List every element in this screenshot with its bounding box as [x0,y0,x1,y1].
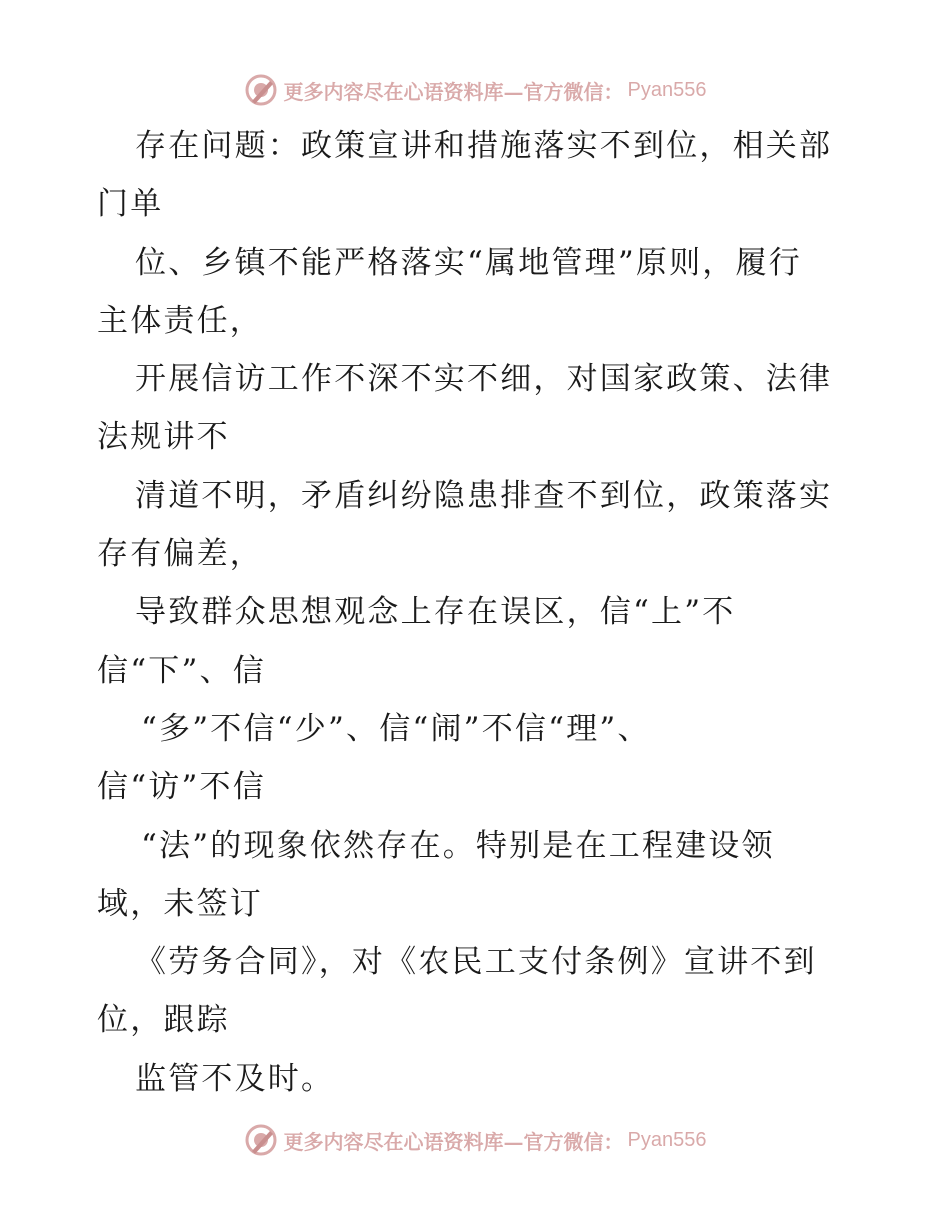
body-line: 位、乡镇不能严格落实“属地管理”原则，履行 [135,244,802,281]
body-line: 法规讲不 [97,419,230,456]
pen-seal-icon [244,1123,278,1157]
body-line: 域，未签订 [97,885,263,922]
body-line: “法”的现象依然存在。特别是在工程建设领 [141,827,775,864]
body-line: 信“下”、信 [97,652,266,689]
body-line: 存在问题：政策宣讲和措施落实不到位，相关部 [135,128,833,164]
pen-seal-icon [244,73,278,107]
body-line: 信“访”不信 [97,769,266,806]
body-line: “多”不信“少”、信“闹”不信“理”、 [141,710,651,747]
watermark-text: 更多内容尽在心语资料库—官方微信： [283,1129,624,1154]
body-line: 主体责任， [97,302,263,339]
body-line: 位，跟踪 [97,1002,230,1039]
watermark-wechat-id: Pyan556 [627,78,707,101]
body-line: 导致群众思想观念上存在误区，信“上”不 [135,594,736,631]
watermark-banner-top [0,70,950,110]
body-line: 开展信访工作不深不实不细，对国家政策、法律 [135,361,833,398]
body-line: 监管不及时。 [135,1060,335,1097]
body-line: 存有偏差， [97,536,263,573]
watermark-text: 更多内容尽在心语资料库—官方微信： [283,79,624,104]
watermark-banner-bottom [0,1120,950,1160]
body-line: 《劳务合同》，对《农民工支付条例》宣讲不到 [135,944,817,981]
watermark-wechat-id: Pyan556 [627,1128,707,1151]
document-body [97,117,857,1108]
body-line: 清道不明，矛盾纠纷隐患排查不到位，政策落实 [135,477,833,514]
body-line: 门单 [97,186,164,223]
